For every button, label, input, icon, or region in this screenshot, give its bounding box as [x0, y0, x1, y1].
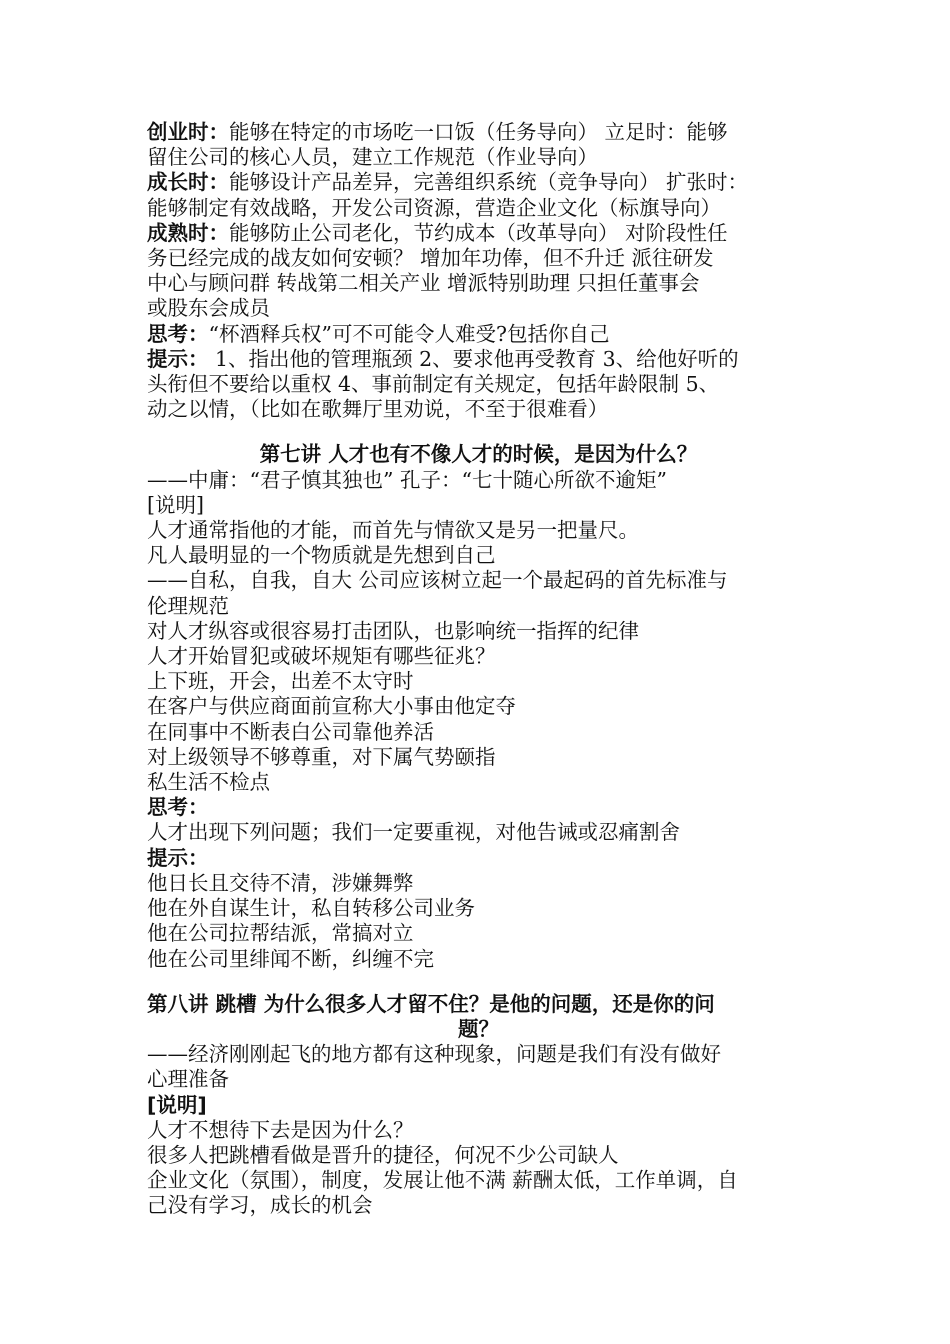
label-think: 思考：	[147, 321, 209, 346]
lecture-7-think-label: 思考：	[147, 795, 209, 820]
stage-startup-line: 创业时：能够在特定的市场吃一口饭（任务导向） 立足时：能够	[147, 120, 728, 144]
stage-mature-line: 成熟时：能够防止公司老化，节约成本（改革导向） 对阶段性任	[147, 220, 728, 245]
text-line: 很多人把跳槽看做是晋升的捷径，何况不少公司缺人	[147, 1142, 619, 1167]
text-line: ——自私，自我，自大 公司应该树立起一个最起码的首先标准与	[147, 568, 728, 593]
text-line: 动之以情，（比如在歌舞厅里劝说，不至于很难看）	[147, 397, 609, 422]
label-startup: 创业时：	[147, 120, 229, 144]
text-line: 私生活不检点	[147, 770, 270, 795]
text-line: 人才通常指他的才能，而首先与情欲又是另一把量尺。	[147, 518, 639, 543]
label-growth: 成长时：	[147, 170, 229, 195]
text-line: 中心与顾问群 转战第二相关产业 增派特别助理 只担任董事会	[147, 271, 700, 296]
spacer	[147, 972, 810, 992]
text-line: 或股东会成员	[147, 296, 270, 321]
text-line: 他在外自谋生计，私自转移公司业务	[147, 896, 475, 921]
text-line: 人才出现下列问题；我们一定要重视，对他告诫或忍痛割舍	[147, 820, 680, 845]
think-line: 思考：“杯酒释兵权”可不可能令人难受?包括你自己	[147, 321, 610, 346]
text-line: 凡人最明显的一个物质就是先想到自己	[147, 543, 496, 568]
spacer	[147, 422, 810, 442]
lecture-7-title: 第七讲 人才也有不像人才的时候，是因为什么？	[259, 442, 698, 467]
lecture-7-note: [说明]	[147, 492, 204, 517]
lecture-8-note: [说明]	[147, 1092, 207, 1117]
label-mature: 成熟时：	[147, 220, 229, 245]
text-line: 己没有学习，成长的机会	[147, 1193, 373, 1218]
text-line: 对上级领导不够尊重，对下属气势颐指	[147, 744, 496, 769]
lecture-8-title-cont: 题？	[458, 1016, 499, 1041]
text-line: 他在公司里绯闻不断，纠缠不完	[147, 946, 434, 971]
text-line: 他日长且交待不清，涉嫌舞弊	[147, 870, 414, 895]
text-line: 他在公司拉帮结派，常搞对立	[147, 921, 414, 946]
text-line: 人才不想待下去是因为什么？	[147, 1117, 414, 1142]
lecture-8-subtitle-cont: 心理准备	[147, 1067, 229, 1092]
text-line: 在客户与供应商面前宣称大小事由他定夺	[147, 694, 516, 719]
text-line: 留住公司的核心人员，建立工作规范（作业导向）	[147, 145, 598, 170]
text-line: 企业文化（氛围），制度，发展让他不满 薪酬太低，工作单调，自	[147, 1168, 738, 1193]
text-line: 能够制定有效战略，开发公司资源，营造企业文化（标旗导向）	[147, 195, 721, 220]
text-line: 头衔但不要给以重权 4、事前制定有关规定，包括年龄限制 5、	[147, 372, 720, 397]
text-line: 伦理规范	[147, 593, 229, 618]
stage-growth-line: 成长时：能够设计产品差异，完善组织系统（竞争导向） 扩张时：	[147, 170, 749, 195]
label-tip: 提示：	[147, 346, 209, 371]
lecture-8-subtitle: ——经济刚刚起飞的地方都有这种现象，问题是我们有没有做好	[147, 1042, 721, 1067]
text-line: 上下班，开会，出差不太守时	[147, 669, 414, 694]
lecture-8-title: 第八讲 跳槽 为什么很多人才留不住？是他的问题，还是你的问	[147, 991, 715, 1016]
text-line: 人才开始冒犯或破坏规矩有哪些征兆？	[147, 644, 496, 669]
tip-line: 提示： 1、指出他的管理瓶颈 2、要求他再受教育 3、给他好听的	[147, 346, 739, 371]
lecture-7-subtitle: ——中庸：“君子慎其独也” 孔子：“七十随心所欲不逾矩”	[147, 467, 667, 492]
text-line: 务已经完成的战友如何安顿？ 增加年功俸，但不升迁 派往研发	[147, 246, 714, 271]
text-line: 对人才纵容或很容易打击团队，也影响统一指挥的纪律	[147, 618, 639, 643]
document-page	[147, 120, 810, 1219]
text-line: 在同事中不断表白公司靠他养活	[147, 719, 434, 744]
lecture-7-tip-label: 提示：	[147, 845, 209, 870]
